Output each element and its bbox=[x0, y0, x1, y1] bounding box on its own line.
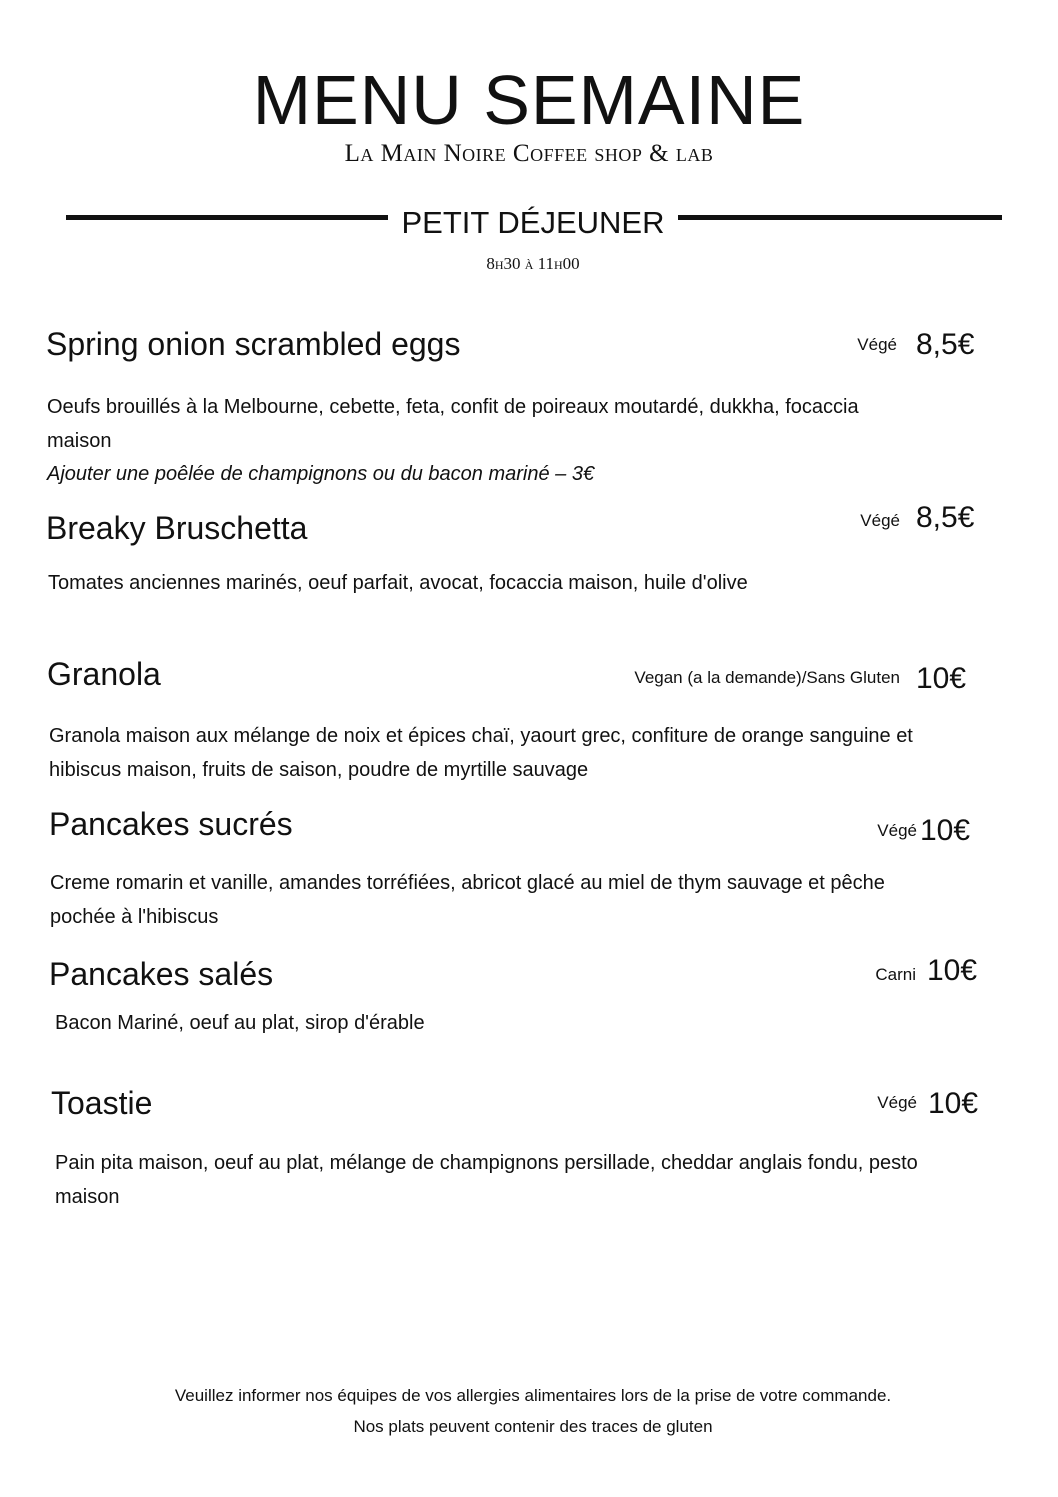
allergy-notice bbox=[150, 1380, 916, 1442]
item-diet-tag: Végé bbox=[857, 335, 897, 354]
item-name: Breaky Bruschetta bbox=[46, 510, 308, 546]
item-description: Bacon Mariné, oeuf au plat, sirop d'érable bbox=[55, 1012, 425, 1034]
item-diet-tag: Végé bbox=[877, 1093, 917, 1112]
item-description: Oeufs brouillés à la Melbourne, cebette, feta, confit de poireaux moutardé, dukkha, focaccia maison bbox=[47, 396, 859, 452]
section-divider-right bbox=[678, 215, 1002, 220]
item-name: Toastie bbox=[51, 1085, 153, 1121]
item-diet-tag: Carni bbox=[875, 965, 916, 984]
item-name: Pancakes salés bbox=[49, 956, 274, 992]
item-price: 10€ bbox=[916, 662, 967, 695]
item-price: 10€ bbox=[928, 1087, 979, 1120]
item-diet-tag: Végé bbox=[877, 821, 917, 840]
item-price: 10€ bbox=[920, 814, 971, 847]
item-price: 8,5€ bbox=[916, 328, 975, 361]
menu-subtitle: La Main Noire Coffee shop & lab bbox=[344, 140, 714, 167]
section-divider-left bbox=[66, 215, 388, 220]
item-diet-tag: Vegan (a la demande)/Sans Gluten bbox=[634, 668, 900, 687]
item-description: Creme romarin et vanille, amandes torréfiées, abricot glacé au miel de thym sauvage et pêche pochée à l'hibiscus bbox=[50, 872, 885, 928]
item-description: Tomates anciennes marinés, oeuf parfait, avocat, focaccia maison, huile d'olive bbox=[48, 572, 748, 594]
item-price: 10€ bbox=[927, 954, 978, 987]
item-extra: Ajouter une poêlée de champignons ou du bacon mariné – 3€ bbox=[47, 463, 595, 485]
item-description: Pain pita maison, oeuf au plat, mélange de champignons persillade, cheddar anglais fondu, pesto maison bbox=[55, 1152, 918, 1208]
section-title: PETIT DÉJEUNER bbox=[401, 205, 665, 240]
allergy-notice-line: Veuillez informer nos équipes de vos allergies alimentaires lors de la prise de votre commande. bbox=[174, 1386, 892, 1405]
item-diet-tag: Végé bbox=[860, 511, 900, 530]
item-name: Spring onion scrambled eggs bbox=[46, 326, 461, 362]
item-price: 8,5€ bbox=[916, 501, 975, 534]
section-hours: 8h30 à 11h00 bbox=[486, 254, 580, 273]
item-description: Granola maison aux mélange de noix et épices chaï, yaourt grec, confiture de orange sanguine et hibiscus maison, fruits de saison, poudre de myrtille sauvage bbox=[49, 725, 913, 781]
gluten-notice-line: Nos plats peuvent contenir des traces de gluten bbox=[353, 1417, 713, 1436]
item-name: Pancakes sucrés bbox=[49, 806, 293, 842]
item-name: Granola bbox=[47, 656, 161, 692]
menu-title: MENU SEMAINE bbox=[252, 61, 806, 139]
